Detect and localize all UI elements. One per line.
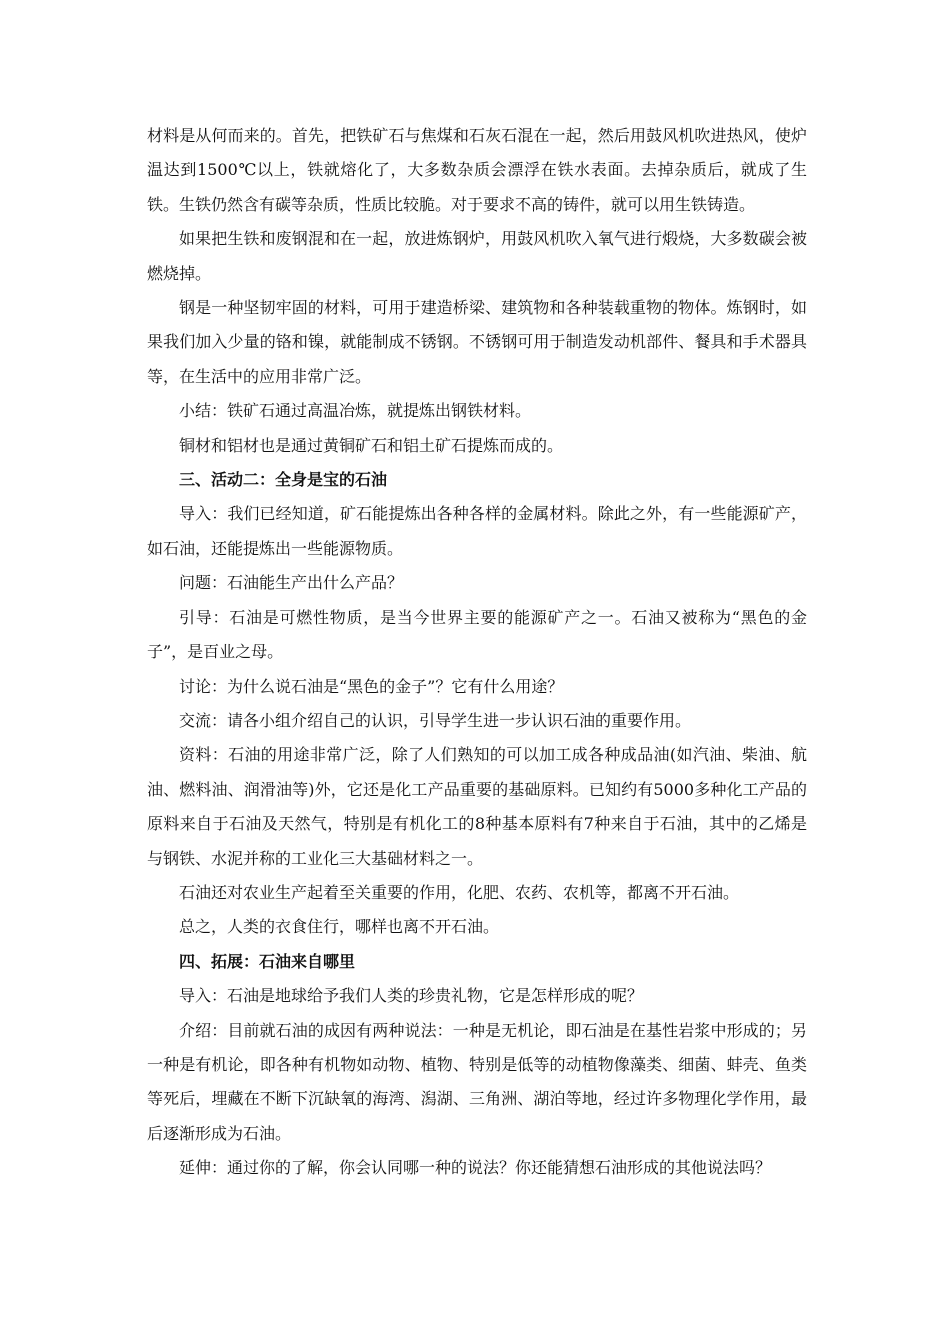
paragraph-conclusion: 总之，人类的衣食住行，哪样也离不开石油。 (179, 917, 500, 937)
paragraph-origin-theories: 介绍：目前就石油的成因有两种说法：一种是无机论，即石油是在基性岩浆中形成的；另一种是有机论，即各种有机物如动物、植物、特别是低等的动植物像藻类、细菌、蚌壳、鱼类等死后，埋藏在不断下沉缺氧的海湾、潟湖、三角洲、湖泊等地，经过许多物理化学作用，最后逐渐形成为石油。 (147, 1020, 807, 1143)
paragraph-summary: 小结：铁矿石通过高温冶炼，就提炼出钢铁材料。 (179, 401, 532, 421)
document-body (147, 119, 807, 1186)
section-heading-activity-two: 三、活动二：全身是宝的石油 (179, 470, 388, 490)
paragraph-copper-aluminum: 铜材和铝材也是通过黄铜矿石和铝土矿石提炼而成的。 (179, 435, 564, 455)
paragraph-agriculture: 石油还对农业生产起着至关重要的作用，化肥、农药、农机等，都离不开石油。 (179, 882, 740, 902)
paragraph-iron-smelting: 材料是从何而来的。首先，把铁矿石与焦煤和石灰石混在一起，然后用鼓风机吹进热风，使炉温达到1500℃以上，铁就熔化了，大多数杂质会漂浮在铁水表面。去掉杂质后，就成了生铁。生铁仍然含有碳等杂质，性质比较脆。对于要求不高的铸件，就可以用生铁铸造。 (147, 126, 807, 214)
paragraph-intro-oil: 导入：我们已经知道，矿石能提炼出各种各样的金属材料。除此之外，有一些能源矿产，如石油，还能提炼出一些能源物质。 (147, 504, 807, 558)
section-heading-extension: 四、拓展：石油来自哪里 (179, 951, 356, 971)
paragraph-discussion: 讨论：为什么说石油是“黑色的金子”？它有什么用途？ (179, 676, 564, 696)
paragraph-stainless-steel: 钢是一种坚韧牢固的材料，可用于建造桥梁、建筑物和各种装载重物的物体。炼钢时，如果我们加入少量的铬和镍，就能制成不锈钢。不锈钢可用于制造发动机部件、餐具和手术器具等，在生活中的应用非常广泛。 (147, 298, 807, 386)
paragraph-question: 问题：石油能生产出什么产品？ (179, 573, 404, 593)
paragraph-intro-origin: 导入：石油是地球给予我们人类的珍贵礼物，它是怎样形成的呢？ (179, 986, 644, 1006)
paragraph-exchange: 交流：请各小组介绍自己的认识，引导学生进一步认识石油的重要作用。 (179, 710, 692, 730)
paragraph-steelmaking: 如果把生铁和废钢混和在一起，放进炼钢炉，用鼓风机吹入氧气进行煅烧，大多数碳会被燃烧掉。 (147, 229, 807, 283)
paragraph-extension-question: 延伸：通过你的了解，你会认同哪一种的说法？你还能猜想石油形成的其他说法吗？ (179, 1158, 772, 1178)
paragraph-reference-material: 资料：石油的用途非常广泛，除了人们熟知的可以加工成各种成品油(如汽油、柴油、航油、燃料油、润滑油等)外，它还是化工产品重要的基础原料。已知约有5000多种化工产品的原料来自于石油及天然气，特别是有机化工的8种基本原料有7种来自于石油，其中的乙烯是与钢铁、水泥并称的工业化三大基础材料之一。 (147, 745, 807, 868)
paragraph-guidance: 引导：石油是可燃性物质，是当今世界主要的能源矿产之一。石油又被称为“黑色的金子”，是百业之母。 (147, 607, 807, 662)
